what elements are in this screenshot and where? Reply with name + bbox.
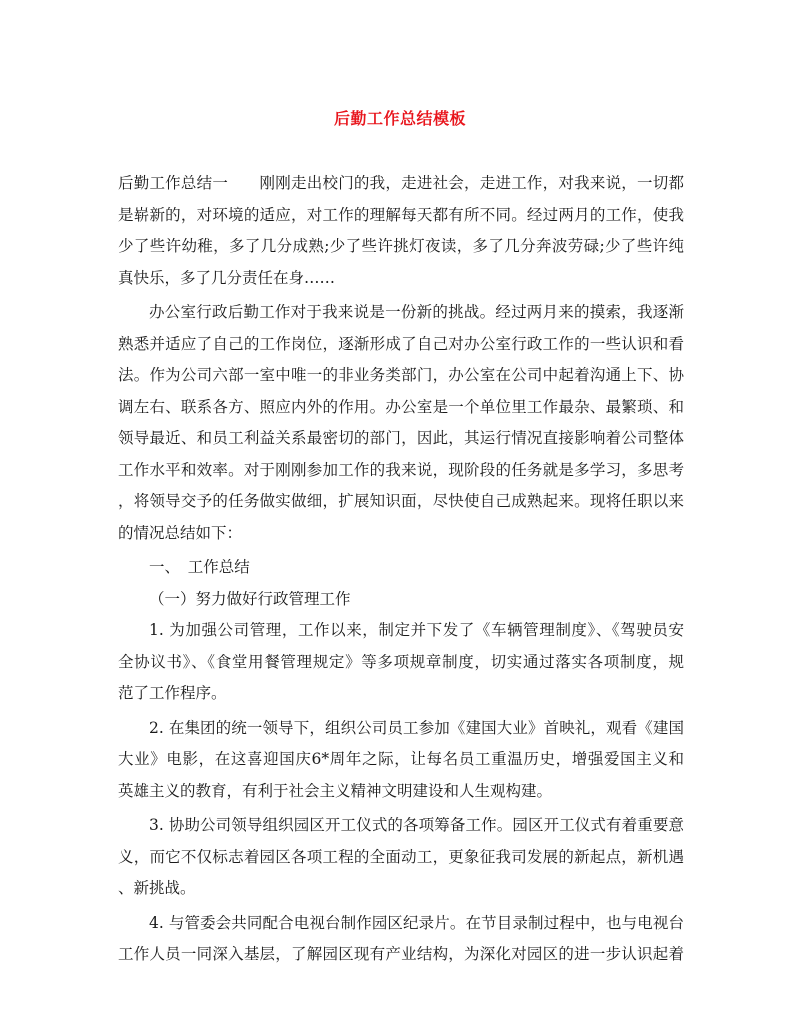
section-heading: 一、 工作总结 — [149, 558, 250, 576]
paragraph-1-line-1: 后勤工作总结一 刚刚走出校门的我，走进社会，走进工作，对我来说，一切都 — [118, 174, 684, 192]
document-body — [118, 168, 684, 971]
item-1-line-2: 全协议书》、《食堂用餐管理规定》等多项规章制度，切实通过落实各项制度，规 — [118, 652, 684, 671]
document-title: 后勤工作总结模板 — [333, 109, 466, 128]
paragraph-2-line-7: ，将领导交予的任务做实做细，扩展知识面，尽快使自己成熟起来。现将任职以来 — [118, 492, 684, 510]
paragraph-2-line-8: 的情况总结如下： — [118, 523, 243, 542]
item-3-line-2: 义，而它不仅标志着园区各项工程的全面动工，更象征我司发展的新起点，新机遇 — [118, 847, 684, 866]
paragraph-2-line-1: 办公室行政后勤工作对于我来说是一份新的挑战。经过两月来的摸索，我逐渐 — [149, 303, 684, 321]
item-1-line-3: 范了工作程序。 — [118, 684, 227, 702]
paragraph-2-line-5: 领导最近、和员工利益关系最密切的部门，因此，其运行情况直接影响着公司整体 — [118, 429, 684, 447]
item-2-line-3: 英雄主义的教育，有利于社会主义精神文明建设和人生观构建。 — [118, 781, 553, 800]
item-2-line-2: 大业》电影，在这喜迎国庆6*周年之际，让每名员工重温历史，增强爱国主义和 — [118, 750, 684, 768]
subsection-heading: （一）努力做好行政管理工作 — [149, 589, 351, 608]
item-4-line-2: 工作人员一同深入基层，了解园区现有产业结构，为深化对园区的进一步认识起着 — [118, 945, 684, 963]
item-3-line-1: 3. 协助公司领导组织园区开工仪式的各项筹备工作。园区开工仪式有着重要意 — [149, 816, 684, 834]
paragraph-1-line-3: 少了些许幼稚，多了几分成熟;少了些许挑灯夜读，多了几分奔波劳碌;少了些许纯 — [118, 237, 684, 255]
paragraph-2-line-3: 法。作为公司六部一室中唯一的非业务类部门，办公室在公司中起着沟通上下、协 — [118, 366, 684, 384]
item-2-line-1: 2. 在集团的统一领导下，组织公司员工参加《建国大业》首映礼，观看《建国 — [149, 718, 684, 737]
paragraph-1-line-2: 是崭新的，对环境的适应，对工作的理解每天都有所不同。经过两月的工作，使我 — [118, 205, 684, 224]
paragraph-1-line-4: 真快乐，多了几分责任在身…… — [118, 268, 336, 287]
item-4-line-1: 4. 与管委会共同配合电视台制作园区纪录片。在节目录制过程中，也与电视台 — [149, 913, 684, 932]
paragraph-2-line-4: 调左右、联系各方、照应内外的作用。办公室是一个单位里工作最杂、最繁琐、和 — [118, 397, 684, 416]
paragraph-2-line-2: 熟悉并适应了自己的工作岗位，逐渐形成了自己对办公室行政工作的一些认识和看 — [118, 334, 684, 353]
paragraph-2-line-6: 工作水平和效率。对于刚刚参加工作的我来说，现阶段的任务就是多学习，多思考 — [118, 460, 684, 479]
item-3-line-3: 、新挑战。 — [118, 879, 196, 897]
item-1-line-1: 1. 为加强公司管理，工作以来，制定并下发了《车辆管理制度》、《驾驶员安 — [149, 621, 684, 639]
